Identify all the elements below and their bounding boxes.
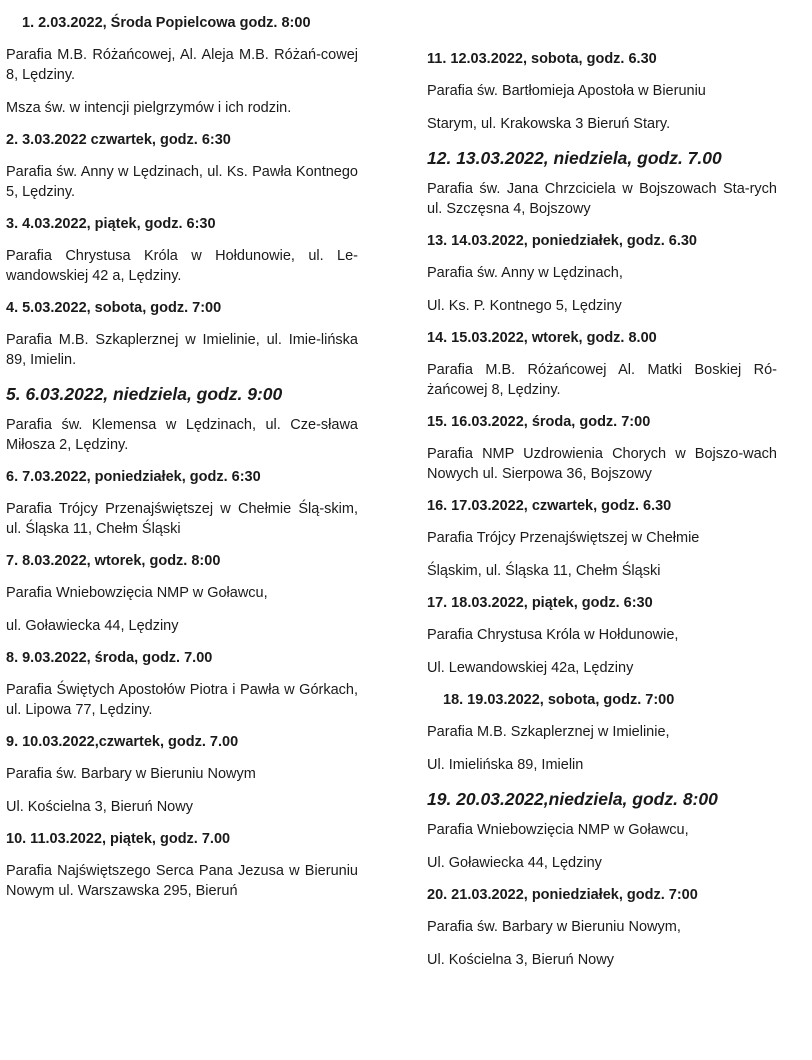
entry-text: Parafia św. Anny w Lędzinach, [427, 265, 623, 281]
schedule-entry [6, 14, 358, 118]
entry-heading: 1. 2.03.2022, Środa Popielcowa godz. 8:00 [22, 15, 311, 31]
entry-text: Ul. Ks. P. Kontnego 5, Lędziny [427, 298, 622, 314]
schedule-entry [427, 788, 777, 873]
entry-text: Parafia M.B. Szkaplerznej w Imielinie, [427, 724, 670, 740]
schedule-entry [6, 131, 358, 202]
entry-heading: 3. 4.03.2022, piątek, godz. 6:30 [6, 216, 216, 232]
schedule-entry [427, 413, 777, 484]
entry-heading: 13. 14.03.2022, poniedziałek, godz. 6.30 [427, 233, 697, 249]
entry-heading: 7. 8.03.2022, wtorek, godz. 8:00 [6, 553, 221, 569]
entry-heading: 20. 21.03.2022, poniedziałek, godz. 7:00 [427, 887, 698, 903]
schedule-entry [6, 468, 358, 539]
entry-heading: 17. 18.03.2022, piątek, godz. 6:30 [427, 595, 653, 611]
entry-text: Parafia św. Barbary w Bieruniu Nowym [6, 766, 256, 782]
entry-text: Parafia M.B. Różańcowej Al. Matki Boskiej Ró-żańcowej 8, Lędziny. [427, 362, 777, 398]
schedule-entry [427, 691, 777, 775]
schedule-entry [6, 733, 358, 817]
entry-text: Parafia Świętych Apostołów Piotra i Pawła w Górkach, ul. Lipowa 77, Lędziny. [6, 682, 358, 718]
entry-heading: 18. 19.03.2022, sobota, godz. 7:00 [443, 692, 675, 708]
entry-heading: 11. 12.03.2022, sobota, godz. 6.30 [427, 51, 657, 67]
schedule-entry [6, 299, 358, 370]
entry-text: Msza św. w intencji pielgrzymów i ich rodzin. [6, 100, 292, 116]
entry-text: Parafia M.B. Szkaplerznej w Imielinie, ul. Imie-lińska 89, Imielin. [6, 332, 358, 368]
schedule-entry [6, 552, 358, 636]
entry-text: Parafia Chrystusa Króla w Hołdunowie, ul. Le-wandowskiej 42 a, Lędziny. [6, 248, 358, 284]
entry-text: Parafia Najświętszego Serca Pana Jezusa w Bieruniu Nowym ul. Warszawska 295, Bieruń [6, 863, 358, 899]
entry-text: Parafia Trójcy Przenajświętszej w Chełmie [427, 530, 700, 546]
entry-text: Parafia św. Anny w Lędzinach, ul. Ks. Pawła Kontnego 5, Lędziny. [6, 164, 358, 200]
entry-text: Ul. Goławiecka 44, Lędziny [427, 855, 602, 871]
entry-text: Parafia Wniebowzięcia NMP w Goławcu, [427, 822, 689, 838]
entry-text: Ul. Lewandowskiej 42a, Lędziny [427, 660, 634, 676]
entry-heading: 8. 9.03.2022, środa, godz. 7.00 [6, 650, 213, 666]
entry-text: Ul. Kościelna 3, Bieruń Nowy [427, 952, 614, 968]
schedule-entry [6, 830, 358, 901]
entry-heading: 4. 5.03.2022, sobota, godz. 7:00 [6, 300, 222, 316]
entry-heading: 10. 11.03.2022, piątek, godz. 7.00 [6, 831, 231, 847]
entry-text: Parafia św. Klemensa w Lędzinach, ul. Cze-sława Miłosza 2, Lędziny. [6, 417, 358, 453]
schedule-entry [427, 594, 777, 678]
entry-text: Parafia Chrystusa Króla w Hołdunowie, [427, 627, 679, 643]
entry-text: Parafia Trójcy Przenajświętszej w Chełmie Ślą-skim, ul. Śląska 11, Chełm Śląski [6, 501, 358, 537]
entry-text: Ul. Imielińska 89, Imielin [427, 757, 584, 773]
entry-text: Parafia M.B. Różańcowej, Al. Aleja M.B. Różań-cowej 8, Lędziny. [6, 47, 358, 83]
entry-heading: 6. 7.03.2022, poniedziałek, godz. 6:30 [6, 469, 261, 485]
right-column [427, 50, 777, 983]
left-column [6, 14, 358, 914]
schedule-entry [427, 50, 777, 134]
entry-heading: 12. 13.03.2022, niedziela, godz. 7.00 [427, 148, 722, 168]
entry-text: Parafia św. Barbary w Bieruniu Nowym, [427, 919, 681, 935]
schedule-entry [427, 232, 777, 316]
schedule-entry [427, 886, 777, 970]
schedule-entry [427, 147, 777, 219]
entry-text: Śląskim, ul. Śląska 11, Chełm Śląski [427, 563, 661, 579]
entry-text: Parafia Wniebowzięcia NMP w Goławcu, [6, 585, 268, 601]
entry-heading: 5. 6.03.2022, niedziela, godz. 9:00 [6, 384, 283, 404]
entry-heading: 14. 15.03.2022, wtorek, godz. 8.00 [427, 330, 657, 346]
entry-text: ul. Goławiecka 44, Lędziny [6, 618, 179, 634]
entry-text: Starym, ul. Krakowska 3 Bieruń Stary. [427, 116, 671, 132]
entry-text: Ul. Kościelna 3, Bieruń Nowy [6, 799, 193, 815]
entry-heading: 15. 16.03.2022, środa, godz. 7:00 [427, 414, 651, 430]
entry-heading: 19. 20.03.2022,niedziela, godz. 8:00 [427, 789, 718, 809]
schedule-entry [427, 329, 777, 400]
entry-text: Parafia św. Bartłomieja Apostoła w Bieruniu [427, 83, 706, 99]
entry-heading: 16. 17.03.2022, czwartek, godz. 6.30 [427, 498, 672, 514]
schedule-entry [6, 383, 358, 455]
entry-heading: 2. 3.03.2022 czwartek, godz. 6:30 [6, 132, 231, 148]
entry-heading: 9. 10.03.2022,czwartek, godz. 7.00 [6, 734, 239, 750]
entry-text: Parafia św. Jana Chrzciciela w Bojszowach Sta-rych ul. Szczęsna 4, Bojszowy [427, 181, 777, 217]
entry-text: Parafia NMP Uzdrowienia Chorych w Bojszo-wach Nowych ul. Sierpowa 36, Bojszowy [427, 446, 777, 482]
schedule-entry [6, 215, 358, 286]
schedule-entry [6, 649, 358, 720]
schedule-entry [427, 497, 777, 581]
